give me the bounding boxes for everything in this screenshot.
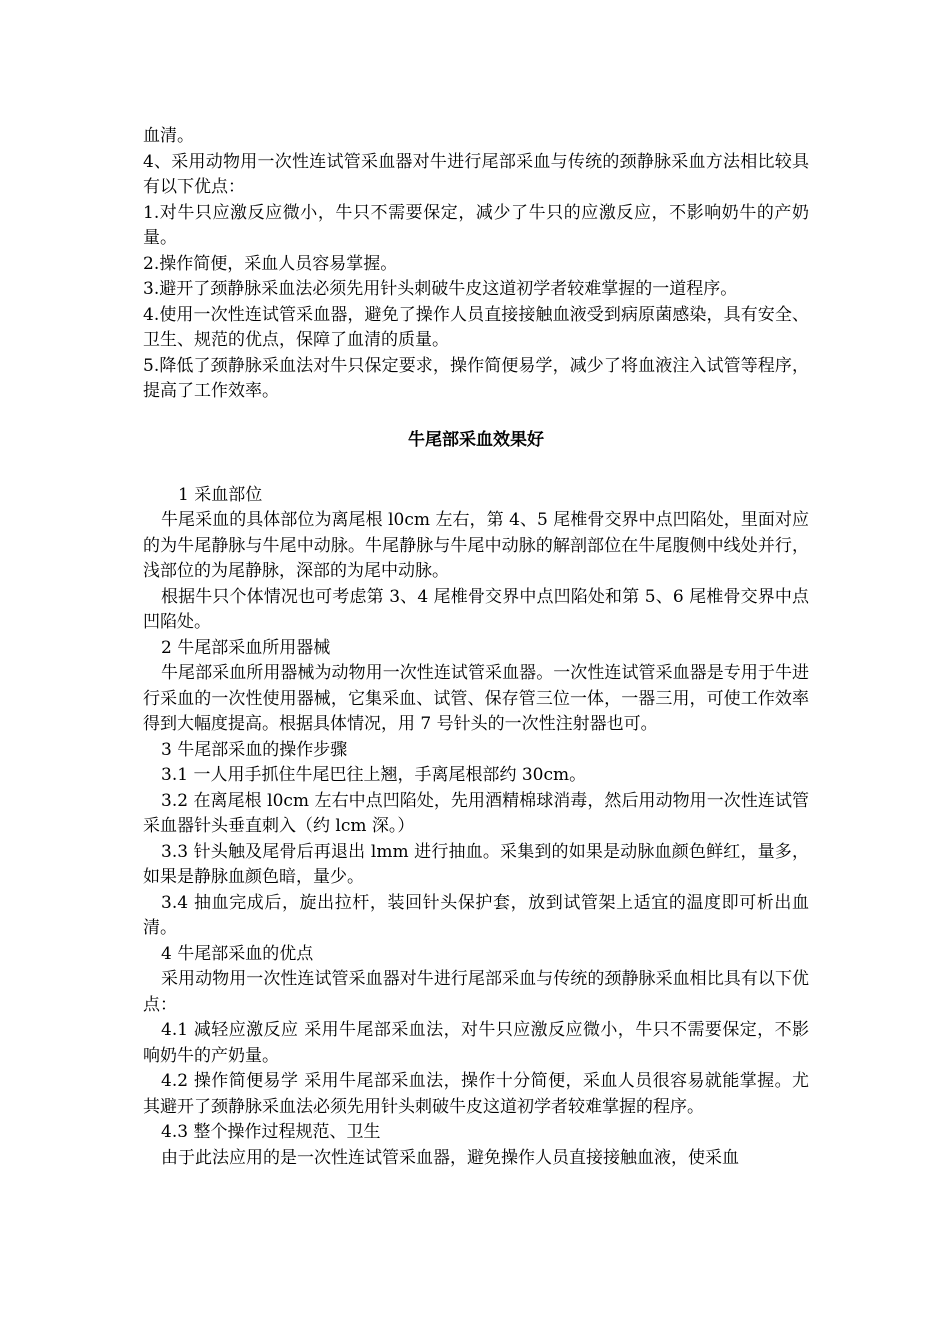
document-page — [143, 124, 809, 1171]
section-2-heading: 2 牛尾部采血所用器械 — [161, 637, 331, 658]
section-3-step-4: 3.4 抽血完成后，旋出拉杆，装回针头保护套，放到试管架上适宜的温度即可析出血清。 — [143, 892, 809, 938]
section-3-step-1: 3.1 一人用手抓住牛尾巴往上翘，手离尾根部约 30cm。 — [161, 765, 587, 785]
intro-advantages-lead: 4、采用动物用一次性连试管采血器对牛进行尾部采血与传统的颈静脉采血方法相比较具有以下优点： — [143, 151, 809, 197]
article-title: 牛尾部采血效果好 — [408, 429, 544, 450]
section-3-step-3: 3.3 针头触及尾骨后再退出 lmm 进行抽血。采集到的如果是动脉血颜色鲜红，量多，如果是静脉血颜色暗，量少。 — [143, 841, 809, 887]
section-4-paragraph-2: 由于此法应用的是一次性连试管采血器，避免操作人员直接接触血液，使采血 — [161, 1147, 739, 1168]
intro-line-1: 血清。 — [143, 126, 194, 146]
section-4-item-3: 4.3 整个操作过程规范、卫生 — [161, 1122, 381, 1142]
section-2-paragraph-1: 牛尾部采血所用器械为动物用一次性连试管采血器。一次性连试管采血器是专用于牛进行采血的一次性使用器械，它集采血、试管、保存管三位一体，一器三用，可使工作效率得到大幅度提高。根据具体情况，用 7 号针头的一次性注射器也可。 — [143, 663, 809, 734]
section-4-paragraph-1: 采用动物用一次性连试管采血器对牛进行尾部采血与传统的颈静脉采血相比具有以下优点： — [143, 969, 809, 1015]
section-4-item-1: 4.1 减轻应激反应 采用牛尾部采血法，对牛只应激反应微小，牛只不需要保定，不影响奶牛的产奶量。 — [143, 1020, 809, 1066]
section-3-heading: 3 牛尾部采血的操作步骤 — [161, 739, 348, 760]
section-1-heading: 1 采血部位 — [178, 484, 263, 505]
section-4-heading: 4 牛尾部采血的优点 — [161, 943, 314, 964]
intro-advantage-5: 5.降低了颈静脉采血法对牛只保定要求，操作简便易学，减少了将血液注入试管等程序，提高了工作效率。 — [143, 355, 809, 401]
section-4-item-2: 4.2 操作简便易学 采用牛尾部采血法，操作十分简便，采血人员很容易就能掌握。尤其避开了颈静脉采血法必须先用针头刺破牛皮这道初学者较难掌握的程序。 — [143, 1071, 809, 1117]
intro-advantage-1: 1.对牛只应激反应微小，牛只不需要保定，减少了牛只的应激反应，不影响奶牛的产奶量。 — [143, 202, 809, 248]
section-1-paragraph-1: 牛尾采血的具体部位为离尾根 l0cm 左右，第 4、5 尾椎骨交界中点凹陷处，里面对应的为牛尾静脉与牛尾中动脉。牛尾静脉与牛尾中动脉的解剖部位在牛尾腹侧中线处并行，浅部位的为尾静脉，深部的为尾中动脉。 — [143, 510, 809, 581]
intro-advantage-2: 2.操作简便，采血人员容易掌握。 — [143, 253, 398, 274]
intro-advantage-4: 4.使用一次性连试管采血器，避免了操作人员直接接触血液受到病原菌感染，具有安全、卫生、规范的优点，保障了血清的质量。 — [143, 304, 809, 350]
section-3-step-2: 3.2 在离尾根 l0cm 左右中点凹陷处，先用酒精棉球消毒，然后用动物用一次性连试管采血器针头垂直刺入（约 lcm 深。） — [143, 790, 809, 836]
section-1-paragraph-2: 根据牛只个体情况也可考虑第 3、4 尾椎骨交界中点凹陷处和第 5、6 尾椎骨交界中点凹陷处。 — [143, 586, 809, 632]
intro-advantage-3: 3.避开了颈静脉采血法必须先用针头刺破牛皮这道初学者较难掌握的一道程序。 — [143, 279, 738, 299]
